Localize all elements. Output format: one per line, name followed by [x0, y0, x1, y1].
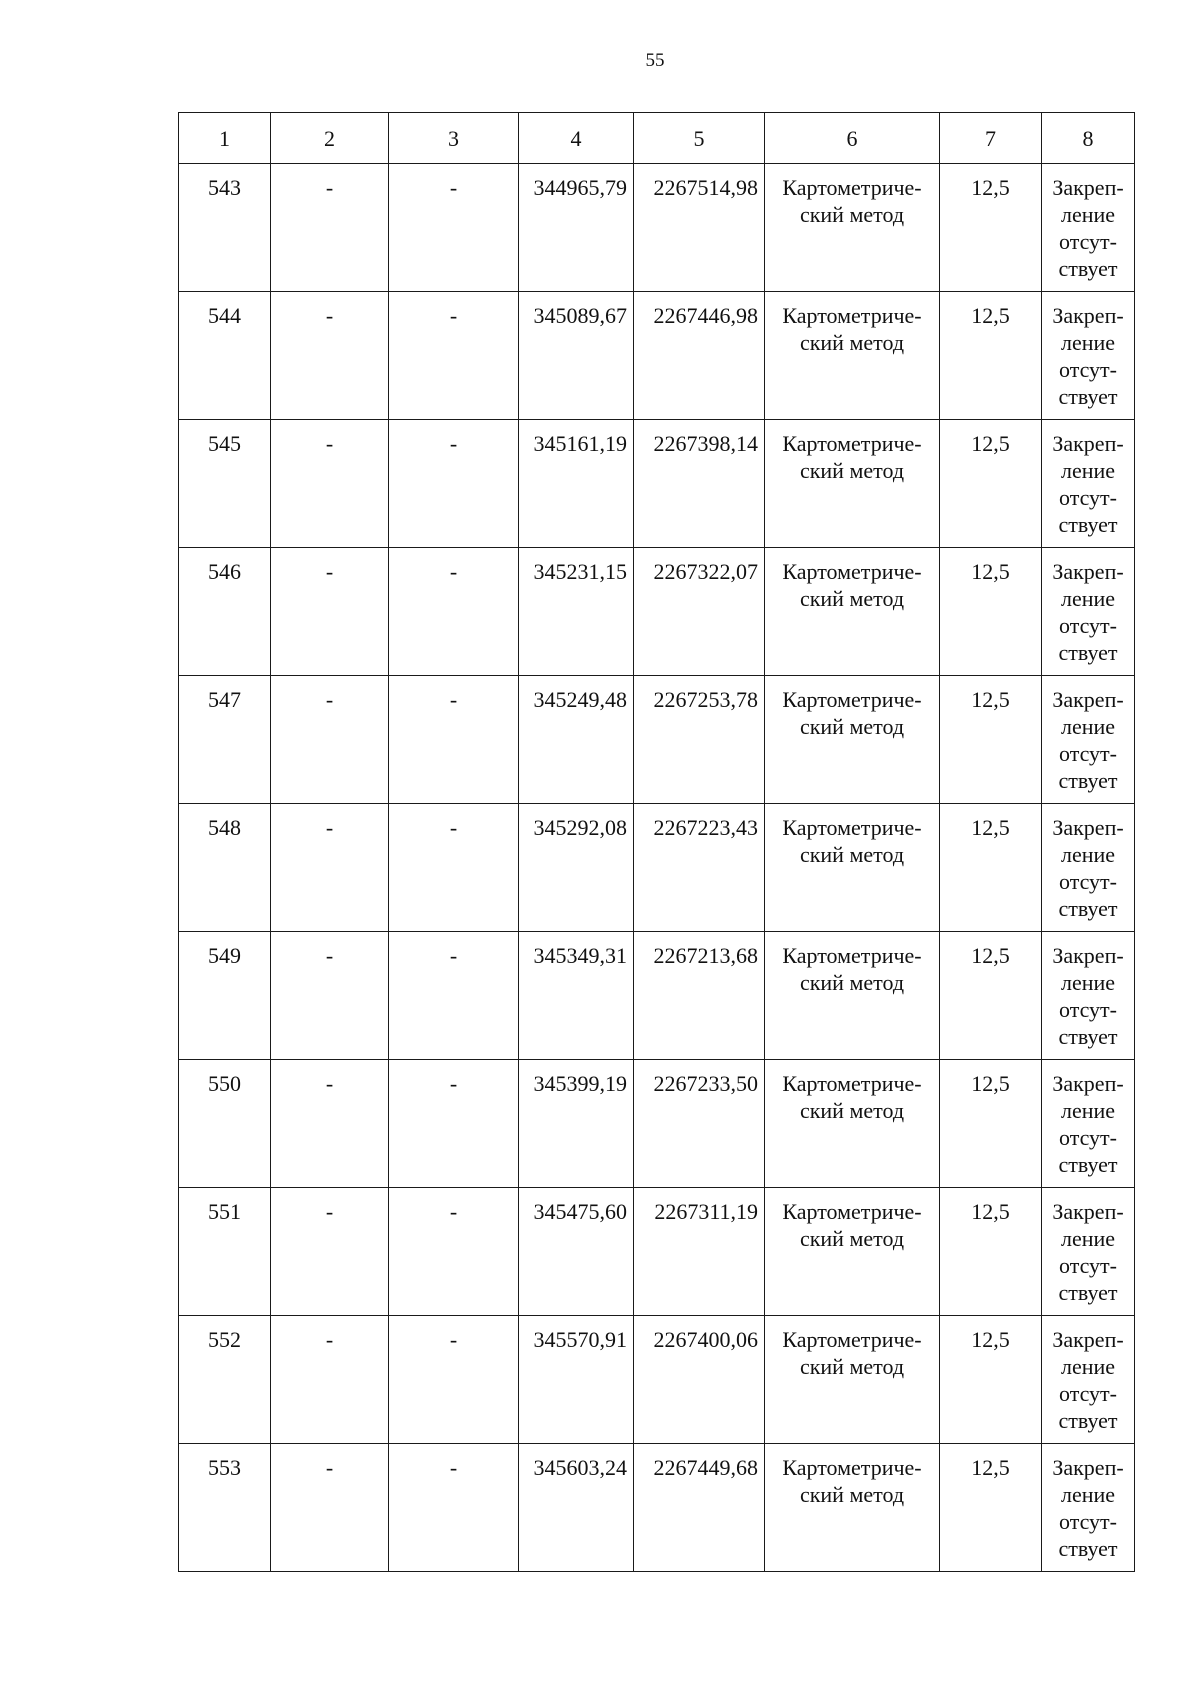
fixing-line: Закреп-	[1052, 1455, 1124, 1480]
method-line: ский метод	[799, 1354, 905, 1379]
fixing-cell	[1042, 164, 1135, 292]
method-line: Картометриче-	[782, 687, 922, 712]
fixing-line: отсут-	[1058, 869, 1117, 894]
column-2-cell: -	[271, 804, 389, 932]
method-cell	[765, 420, 940, 548]
column-header: 4	[519, 113, 634, 164]
coordinate-y-cell: 2267400,06	[634, 1316, 765, 1444]
fixing-line: Закреп-	[1052, 1327, 1124, 1352]
coordinate-x-cell: 345603,24	[519, 1444, 634, 1572]
fixing-line: ление	[1060, 1098, 1116, 1123]
method-line: ский метод	[799, 202, 905, 227]
coordinate-x-cell: 345475,60	[519, 1188, 634, 1316]
accuracy-cell: 12,5	[940, 1316, 1042, 1444]
table-row	[179, 1188, 1135, 1316]
column-2-cell: -	[271, 164, 389, 292]
fixing-line: отсут-	[1058, 1509, 1117, 1534]
method-line: Картометриче-	[782, 303, 922, 328]
fixing-line: отсут-	[1058, 997, 1117, 1022]
method-cell	[765, 548, 940, 676]
accuracy-cell: 12,5	[940, 1188, 1042, 1316]
method-line: ский метод	[799, 714, 905, 739]
method-cell	[765, 1444, 940, 1572]
method-cell	[765, 1060, 940, 1188]
method-line: ский метод	[799, 330, 905, 355]
column-2-cell: -	[271, 932, 389, 1060]
method-cell	[765, 1316, 940, 1444]
table-row	[179, 1444, 1135, 1572]
fixing-line: отсут-	[1058, 485, 1117, 510]
fixing-line: отсут-	[1058, 741, 1117, 766]
column-3-cell: -	[389, 1188, 519, 1316]
accuracy-cell: 12,5	[940, 292, 1042, 420]
coordinate-y-cell: 2267213,68	[634, 932, 765, 1060]
accuracy-cell: 12,5	[940, 676, 1042, 804]
column-3-cell: -	[389, 1444, 519, 1572]
column-3-cell: -	[389, 1316, 519, 1444]
column-3-cell: -	[389, 676, 519, 804]
coordinate-x-cell: 345292,08	[519, 804, 634, 932]
fixing-line: ствует	[1058, 1536, 1118, 1561]
table-row	[179, 932, 1135, 1060]
fixing-line: отсут-	[1058, 613, 1117, 638]
column-3-cell: -	[389, 164, 519, 292]
fixing-line: ление	[1060, 970, 1116, 995]
column-header: 7	[940, 113, 1042, 164]
method-line: Картометриче-	[782, 1071, 922, 1096]
point-number-cell: 547	[179, 676, 271, 804]
fixing-line: ление	[1060, 1354, 1116, 1379]
method-line: Картометриче-	[782, 175, 922, 200]
column-header: 2	[271, 113, 389, 164]
method-line: Картометриче-	[782, 1327, 922, 1352]
fixing-line: ствует	[1058, 1152, 1118, 1177]
table-body	[179, 164, 1135, 1572]
page-number: 55	[645, 50, 665, 71]
method-cell	[765, 676, 940, 804]
fixing-line: ствует	[1058, 1408, 1118, 1433]
fixing-cell	[1042, 1444, 1135, 1572]
column-header: 6	[765, 113, 940, 164]
fixing-cell	[1042, 548, 1135, 676]
fixing-line: отсут-	[1058, 1253, 1117, 1278]
fixing-line: Закреп-	[1052, 815, 1124, 840]
column-3-cell: -	[389, 548, 519, 676]
column-header: 5	[634, 113, 765, 164]
fixing-line: ствует	[1058, 896, 1118, 921]
column-2-cell: -	[271, 420, 389, 548]
coordinate-x-cell: 345231,15	[519, 548, 634, 676]
method-line: Картометриче-	[782, 1455, 922, 1480]
fixing-line: ствует	[1058, 768, 1118, 793]
coordinate-y-cell: 2267446,98	[634, 292, 765, 420]
column-2-cell: -	[271, 1444, 389, 1572]
fixing-line: Закреп-	[1052, 175, 1124, 200]
fixing-line: отсут-	[1058, 229, 1117, 254]
coordinate-y-cell: 2267223,43	[634, 804, 765, 932]
method-cell	[765, 164, 940, 292]
method-cell	[765, 804, 940, 932]
fixing-cell	[1042, 804, 1135, 932]
point-number-cell: 543	[179, 164, 271, 292]
fixing-line: Закреп-	[1052, 1071, 1124, 1096]
coordinate-y-cell: 2267398,14	[634, 420, 765, 548]
fixing-cell	[1042, 1316, 1135, 1444]
column-header: 1	[179, 113, 271, 164]
fixing-line: Закреп-	[1052, 431, 1124, 456]
table-row	[179, 1060, 1135, 1188]
fixing-cell	[1042, 420, 1135, 548]
point-number-cell: 553	[179, 1444, 271, 1572]
fixing-line: ствует	[1058, 384, 1118, 409]
fixing-line: ление	[1060, 330, 1116, 355]
accuracy-cell: 12,5	[940, 420, 1042, 548]
accuracy-cell: 12,5	[940, 1060, 1042, 1188]
accuracy-cell: 12,5	[940, 804, 1042, 932]
coordinate-y-cell: 2267514,98	[634, 164, 765, 292]
method-cell	[765, 292, 940, 420]
coordinate-x-cell: 345161,19	[519, 420, 634, 548]
coordinate-x-cell: 345570,91	[519, 1316, 634, 1444]
coordinate-x-cell: 344965,79	[519, 164, 634, 292]
fixing-cell	[1042, 1188, 1135, 1316]
table-row	[179, 420, 1135, 548]
point-number-cell: 552	[179, 1316, 271, 1444]
method-line: ский метод	[799, 1226, 905, 1251]
fixing-line: отсут-	[1058, 1125, 1117, 1150]
method-line: Картометриче-	[782, 815, 922, 840]
column-2-cell: -	[271, 676, 389, 804]
fixing-line: ление	[1060, 1226, 1116, 1251]
table-header-row	[179, 113, 1135, 164]
coordinate-x-cell: 345089,67	[519, 292, 634, 420]
fixing-line: Закреп-	[1052, 559, 1124, 584]
fixing-line: ление	[1060, 714, 1116, 739]
fixing-line: ление	[1060, 202, 1116, 227]
fixing-line: Закреп-	[1052, 303, 1124, 328]
fixing-cell	[1042, 292, 1135, 420]
fixing-line: ствует	[1058, 640, 1118, 665]
method-line: Картометриче-	[782, 559, 922, 584]
fixing-line: ствует	[1058, 1280, 1118, 1305]
table-row	[179, 292, 1135, 420]
coordinate-x-cell: 345399,19	[519, 1060, 634, 1188]
fixing-cell	[1042, 676, 1135, 804]
fixing-cell	[1042, 932, 1135, 1060]
table-row	[179, 804, 1135, 932]
column-3-cell: -	[389, 1060, 519, 1188]
column-3-cell: -	[389, 804, 519, 932]
method-line: ский метод	[799, 842, 905, 867]
coordinate-y-cell: 2267449,68	[634, 1444, 765, 1572]
method-line: ский метод	[799, 458, 905, 483]
coordinate-y-cell: 2267233,50	[634, 1060, 765, 1188]
method-cell	[765, 932, 940, 1060]
accuracy-cell: 12,5	[940, 164, 1042, 292]
method-line: ский метод	[799, 586, 905, 611]
table-row	[179, 164, 1135, 292]
fixing-line: отсут-	[1058, 1381, 1117, 1406]
fixing-line: ствует	[1058, 512, 1118, 537]
method-line: Картометриче-	[782, 431, 922, 456]
method-line: ский метод	[799, 970, 905, 995]
accuracy-cell: 12,5	[940, 932, 1042, 1060]
point-number-cell: 544	[179, 292, 271, 420]
fixing-line: ление	[1060, 1482, 1116, 1507]
method-line: Картометриче-	[782, 1199, 922, 1224]
fixing-line: ление	[1060, 458, 1116, 483]
column-2-cell: -	[271, 1060, 389, 1188]
coordinate-y-cell: 2267311,19	[634, 1188, 765, 1316]
boundary-points-table	[178, 112, 1135, 1572]
column-3-cell: -	[389, 420, 519, 548]
table-row	[179, 676, 1135, 804]
column-3-cell: -	[389, 932, 519, 1060]
fixing-line: Закреп-	[1052, 687, 1124, 712]
fixing-line: отсут-	[1058, 357, 1117, 382]
fixing-line: Закреп-	[1052, 943, 1124, 968]
point-number-cell: 545	[179, 420, 271, 548]
method-line: ский метод	[799, 1482, 905, 1507]
coordinate-y-cell: 2267322,07	[634, 548, 765, 676]
point-number-cell: 549	[179, 932, 271, 1060]
method-cell	[765, 1188, 940, 1316]
column-2-cell: -	[271, 1188, 389, 1316]
point-number-cell: 548	[179, 804, 271, 932]
column-2-cell: -	[271, 1316, 389, 1444]
column-2-cell: -	[271, 548, 389, 676]
coordinate-x-cell: 345349,31	[519, 932, 634, 1060]
fixing-line: ствует	[1058, 1024, 1118, 1049]
fixing-line: ление	[1060, 842, 1116, 867]
point-number-cell: 551	[179, 1188, 271, 1316]
method-line: Картометриче-	[782, 943, 922, 968]
coordinate-x-cell: 345249,48	[519, 676, 634, 804]
column-2-cell: -	[271, 292, 389, 420]
column-3-cell: -	[389, 292, 519, 420]
fixing-cell	[1042, 1060, 1135, 1188]
point-number-cell: 546	[179, 548, 271, 676]
table-row	[179, 548, 1135, 676]
fixing-line: Закреп-	[1052, 1199, 1124, 1224]
coordinate-y-cell: 2267253,78	[634, 676, 765, 804]
point-number-cell: 550	[179, 1060, 271, 1188]
column-header: 8	[1042, 113, 1135, 164]
accuracy-cell: 12,5	[940, 548, 1042, 676]
accuracy-cell: 12,5	[940, 1444, 1042, 1572]
fixing-line: ление	[1060, 586, 1116, 611]
method-line: ский метод	[799, 1098, 905, 1123]
fixing-line: ствует	[1058, 256, 1118, 281]
table-row	[179, 1316, 1135, 1444]
column-header: 3	[389, 113, 519, 164]
